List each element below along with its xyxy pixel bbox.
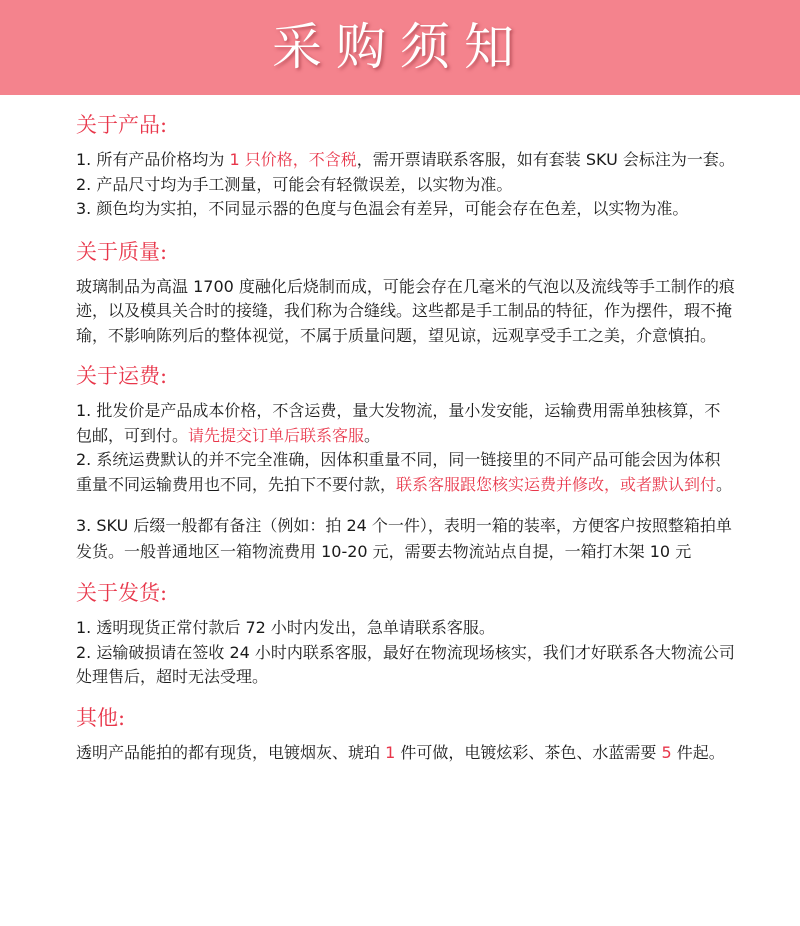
section-heading-other: 其他: — [76, 705, 126, 730]
quality-text: 玻璃制品为高温 1700 度融化后烧制而成，可能会存在几毫米的气泡以及流线等手工制作的痕迹，以及模具关合时的接缝，我们称为合缝线。这些都是手工制品的特征，作为摆件，瑕不掩瑜，不影响陈列后的整体视觉，不属于质量问题，望见谅，远观享受手工之美，介意慎拍。 — [76, 276, 735, 345]
comma-highlight: ， — [292, 150, 309, 169]
product-item-3: 3. 颜色均为实拍，不同显示器的色度与色温会有差异，可能会存在色差，以实物为准。 — [76, 199, 689, 218]
other-text-3: 件起。 — [671, 742, 725, 762]
section-shipping — [76, 363, 736, 565]
product-item-1-text: 1. 所有产品价格均为 — [76, 150, 230, 169]
contact-service-highlight: 联系客服跟您核实运费并修改，或者默认到付 — [396, 474, 717, 494]
shipping-item-2-text: 2. 系统运费默认的并不完全准确，因体积重量不同，同一链接里的不同产品可能会因为体积重量不同运输费用也不同，先拍下不要付款， — [76, 450, 721, 494]
section-heading-shipping: 关于运费: — [76, 364, 168, 388]
price-per-unit-highlight: 1 只价格 — [229, 150, 293, 169]
min-qty-1-highlight: 1 — [385, 742, 396, 762]
product-item-1-rest: ，需开票请联系客服，如有套装 SKU 会标注为一套。 — [356, 150, 735, 169]
shipping-item-1-end: 。 — [364, 425, 381, 445]
section-other — [76, 705, 736, 766]
min-qty-5-highlight: 5 — [661, 742, 672, 762]
section-product — [76, 112, 736, 222]
section-delivery — [76, 580, 736, 690]
section-quality — [76, 239, 736, 349]
other-text-2: 件可做，电镀炫彩、茶色、水蓝需要 — [395, 742, 662, 762]
tax-excluded-highlight: 不含税 — [308, 150, 357, 169]
other-text — [76, 741, 736, 766]
spacer — [76, 497, 736, 513]
shipping-item-2 — [76, 448, 736, 497]
section-heading-delivery: 关于发货: — [76, 581, 168, 605]
notice-content — [76, 112, 736, 765]
shipping-item-1-text: 1. 批发价是产品成本价格，不含运费，量大发物流，量小发安能，运输费用需单独核算，不包邮，可到付。 — [76, 401, 721, 445]
delivery-item-2: 2. 运输破损请在签收 24 小时内联系客服，最好在物流现场核实，我们才好联系各大物流公司处理售后，超时无法受理。 — [76, 642, 735, 686]
product-item-1 — [76, 148, 736, 173]
other-text-1: 透明产品能拍的都有现货，电镀烟灰、琥珀 — [76, 742, 386, 762]
page-title: 采购须知 — [272, 18, 528, 76]
product-item-2: 2. 产品尺寸均为手工测量，可能会有轻微误差，以实物为准。 — [76, 174, 513, 194]
shipping-item-3: 3. SKU 后缀一般都有备注（例如：拍 24 个一件），表明一箱的装率，方便客户按照整箱拍单发货。一般普通地区一箱物流费用 10-20 元，需要去物流站点自提，一箱打木架 10 元 — [76, 516, 732, 561]
section-heading-product: 关于产品: — [76, 113, 168, 137]
delivery-item-1: 1. 透明现货正常付款后 72 小时内发出，急单请联系客服。 — [76, 618, 495, 637]
shipping-item-2-end: 。 — [716, 474, 733, 494]
shipping-item-1 — [76, 399, 736, 448]
section-heading-quality: 关于质量: — [76, 239, 168, 264]
order-first-highlight: 请先提交订单后联系客服 — [188, 425, 365, 445]
